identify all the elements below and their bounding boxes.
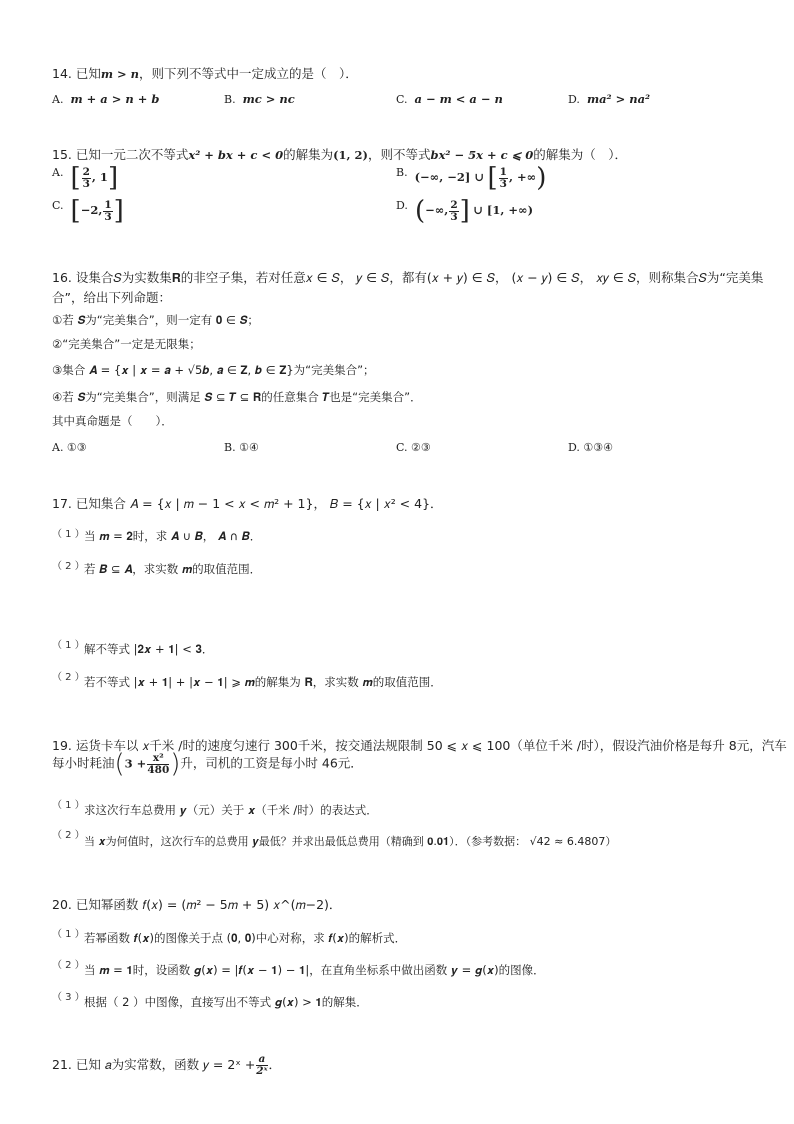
q19-stem-line2: 每小时耗油(3 + $\frac{\text{x²}}{480}$ )升，司机的工资是每小时 46元． <box>52 749 363 779</box>
q14-option-b: B. mc > nc <box>224 92 295 106</box>
q19-part-1-number: （ 1 ） <box>52 800 85 811</box>
q20-part-1: 若幂函数 𝒇(𝒙)的图像关于点 (𝟎, 𝟎)中心对称，求 𝒇(𝒙)的解析式． <box>84 931 407 945</box>
q16-option-b: B. ①④ <box>224 441 259 454</box>
q16-proposition-1: ①若 𝑺为“完美集合”，则一定有 𝟎 ∈ 𝑺； <box>52 313 259 327</box>
q20-part-2-number: （ 2 ） <box>52 960 85 971</box>
q14-stem: 14. 已知m > n，则下列不等式中一定成立的是（ ）． <box>52 66 358 81</box>
q16-option-c: C. ②③ <box>396 441 431 454</box>
q18-part-1: 解不等式 |𝟐𝒙 + 𝟏| < 𝟑． <box>84 642 214 656</box>
q19-part-2: 当 𝒙为何值时，这次行车的总费用 𝒚最低？并求出最低总费用（精确到 𝟎.𝟎𝟏）．（参考数据： √42 ≈ 6.4807） <box>84 835 617 848</box>
q19-part-1: 求这次行车总费用 𝒚（元）关于 𝒙（千米 /时）的表达式． <box>84 803 378 817</box>
q20-part-3-number: （ 3 ） <box>52 992 85 1003</box>
q16-stem-line1: 16. 设集合𝑆为实数集𝐑的非空子集，若对任意𝑥 ∈ 𝑆， 𝑦 ∈ 𝑆，都有(𝑥 + 𝑦) ∈ 𝑆， (𝑥 − 𝑦) ∈ 𝑆， 𝑥𝑦 ∈ 𝑆，则称集合𝑆为“完美集 <box>52 270 764 285</box>
q15-option-d: D. (−∞, $\frac{2}{3}$ ] ∪ [1, +∞) <box>396 196 534 226</box>
q14-option-d: D. ma² > na² <box>568 92 651 106</box>
q21-stem: 21. 已知 𝑎为实常数，函数 𝑦 = 2ˣ + $\frac{a}{\text{2ˣ}}$ ． <box>52 1053 282 1077</box>
q16-proposition-3: ③集合 𝑨 = {𝒙 | 𝒙 = 𝒂 + √5𝒃, 𝒂 ∈ 𝐙, 𝒃 ∈ 𝐙}为“完美集合”； <box>52 363 375 377</box>
q18-part-2-number: （ 2 ） <box>52 672 85 683</box>
q17-stem: 17. 已知集合 𝐴 = {𝑥 | 𝑚 − 1 < 𝑥 < 𝑚² + 1}， 𝐵 = {𝑥 | 𝑥² < 4}． <box>52 496 443 511</box>
q20-part-2: 当 𝒎 = 𝟏时，设函数 𝒈(𝒙) = |𝒇(𝒙 − 𝟏) − 𝟏|，在直角坐标系中做出函数 𝒚 = 𝒈(𝒙)的图像． <box>84 963 545 977</box>
q18-part-1-number: （ 1 ） <box>52 640 85 651</box>
q20-part-1-number: （ 1 ） <box>52 929 85 940</box>
q16-proposition-4: ④若 𝑺为“完美集合”，则满足 𝑺 ⊆ 𝑻 ⊆ 𝐑的任意集合 𝑻也是“完美集合”． <box>52 390 422 404</box>
q20-stem: 20. 已知幂函数 𝑓(𝑥) = (𝑚² − 5𝑚 + 5) 𝑥^(𝑚−2)． <box>52 897 342 912</box>
q16-option-d: D. ①③④ <box>568 441 614 454</box>
q14-option-c: C. a − m < a − n <box>396 92 503 106</box>
q16-proposition-2: ②“完美集合”一定是无限集； <box>52 337 201 351</box>
q15-option-b: B. (−∞, −2] ∪ [ $\frac{1}{3}$ , +∞) <box>396 163 547 193</box>
q14-option-a: A. m + a > n + b <box>52 92 160 106</box>
q19-part-2-number: （ 2 ） <box>52 830 85 841</box>
q19-stem-line1: 19. 运货卡车以 𝑥千米 /时的速度匀速行 300千米，按交通法规限制 50 ⩽ 𝑥 ⩽ 100（单位千米 /时），假设汽油价格是每升 8元，汽车 <box>52 738 787 753</box>
q17-part-1: 当 𝒎 = 𝟐时，求 𝑨 ∪ 𝑩， 𝑨 ∩ 𝑩． <box>84 529 262 543</box>
q16-option-a: A. ①③ <box>52 441 87 454</box>
q20-part-3: 根据（ 2 ）中图像，直接写出不等式 𝒈(𝒙) > 𝟏的解集． <box>84 995 368 1009</box>
q15-stem: 15. 已知一元二次不等式x² + bx + c < 0的解集为(1, 2)，则不等式bx² − 5x + c ⩽ 0的解集为（ ）． <box>52 147 628 162</box>
q17-part-2: 若 𝑩 ⊆ 𝑨，求实数 𝒎的取值范围． <box>84 562 262 576</box>
q18-part-2: 若不等式 |𝒙 + 𝟏| + |𝒙 − 𝟏| ⩾ 𝒎的解集为 𝐑，求实数 𝒎的取值范围． <box>84 675 442 689</box>
q15-option-a: A. [ $\frac{2}{3}$ , 1] <box>52 163 119 193</box>
q16-stem-line2: 合”，给出下列命题： <box>52 290 171 305</box>
q15-option-c: C. [−2, $\frac{1}{3}$ ] <box>52 196 124 226</box>
q17-part-2-number: （ 2 ） <box>52 561 85 572</box>
q17-part-1-number: （ 1 ） <box>52 529 85 540</box>
q16-question: 其中真命题是（ ）． <box>52 414 173 428</box>
